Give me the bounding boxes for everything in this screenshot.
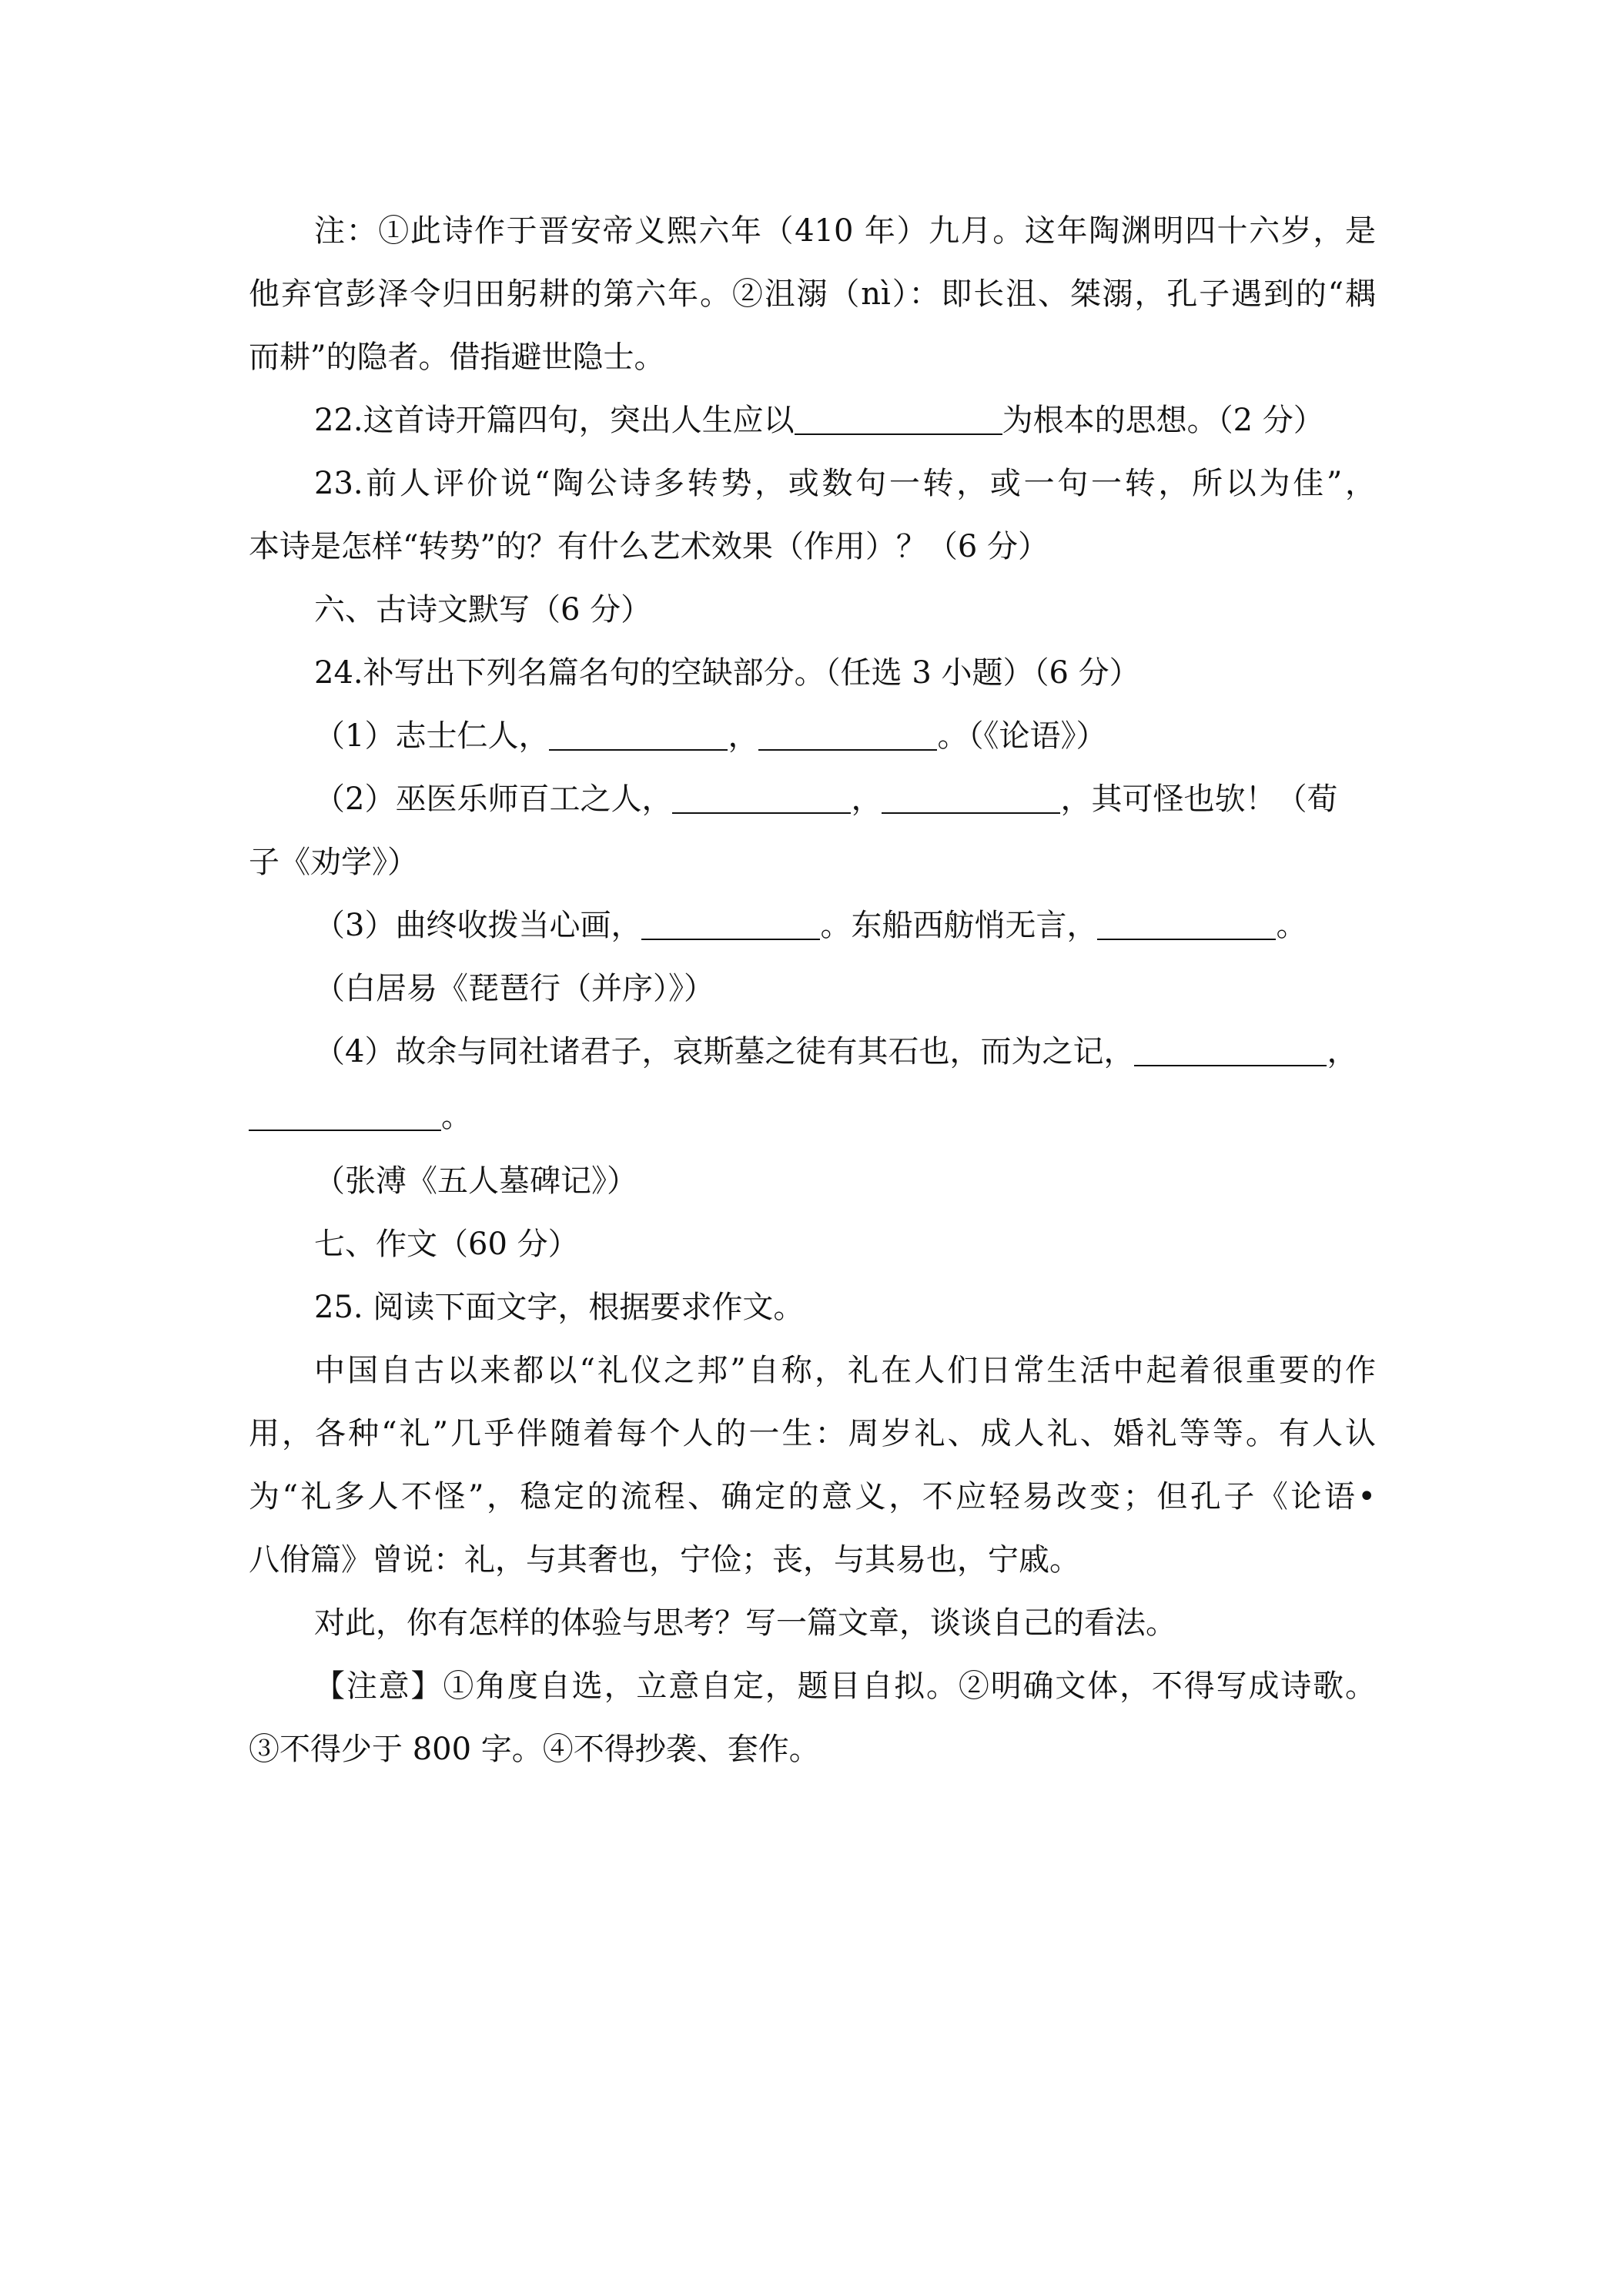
- prompt-line-4: 八佾篇》曾说：礼，与其奢也，宁俭；丧，与其易也，宁戚。: [249, 1542, 1080, 1578]
- prompt-line-2: 用，各种“礼”几乎伴随着每个人的一生：周岁礼、成人礼、婚礼等等。有人认: [249, 1416, 1376, 1451]
- item1-blank-2[interactable]: [758, 712, 937, 751]
- question-24-title: 24.补写出下列名篇名句的空缺部分。（任选 3 小题）（6 分）: [314, 655, 1140, 691]
- section-six-heading: 六、古诗文默写（6 分）: [314, 592, 652, 628]
- question-24-item-3: [0, 896, 1623, 955]
- item1-separator: ，: [728, 718, 759, 754]
- note-line-2: 他弃官彭泽令归田躬耕的第六年。②沮溺（nì）：即长沮、桀溺，孔子遇到的“耦: [249, 276, 1376, 312]
- question-24-item-2: [0, 770, 1623, 828]
- question-23-line-1: 23.前人评价说“陶公诗多转势，或数句一转，或一句一转，所以为佳”，: [314, 466, 1376, 501]
- note-line-1: 注：①此诗作于晋安帝义熙六年（410 年）九月。这年陶渊明四十六岁，是: [314, 213, 1376, 249]
- question-24-item-1: [0, 707, 1623, 765]
- section-seven-heading: 七、作文（60 分）: [314, 1227, 579, 1262]
- q22-text-after: 为根本的思想。（2 分）: [1002, 403, 1324, 438]
- prompt-line-3: 为“礼多人不怪”，稳定的流程、确定的意义，不应轻易改变；但孔子《论语•: [249, 1479, 1376, 1514]
- question-24-item-4-line-2: [0, 1087, 1623, 1146]
- item2-suffix: ，其可怪也欤！（荀: [1060, 782, 1338, 817]
- question-24-item-3-source: （白居易《琵琶行（并序）》）: [314, 971, 714, 1006]
- item4-blank-2[interactable]: [249, 1093, 441, 1131]
- item3-blank-1[interactable]: [641, 902, 820, 940]
- prompt-line-1: 中国自古以来都以“礼仪之邦”自称，礼在人们日常生活中起着很重要的作: [314, 1353, 1376, 1388]
- item3-blank-2[interactable]: [1097, 902, 1276, 940]
- item4-separator: ，: [1327, 1034, 1358, 1069]
- question-25-title: 25. 阅读下面文字，根据要求作文。: [314, 1290, 805, 1325]
- item3-suffix: 。: [1276, 908, 1307, 943]
- item4-end: 。: [441, 1099, 472, 1134]
- notice-line-1: 【注意】①角度自选，立意自定，题目自拟。②明确文体，不得写成诗歌。: [314, 1668, 1376, 1704]
- note-line-3: 而耕”的隐者。借指避世隐士。: [249, 340, 665, 375]
- item2-separator: ，: [851, 782, 882, 817]
- item2-prefix: （2）巫医乐师百工之人，: [314, 782, 673, 817]
- notice-line-2: ③不得少于 800 字。④不得抄袭、套作。: [249, 1732, 820, 1767]
- question-24-item-4: [0, 1022, 1623, 1081]
- item3-middle: 。东船西舫悄无言，: [820, 908, 1098, 943]
- item3-prefix: （3）曲终收拨当心画，: [314, 908, 642, 943]
- item1-suffix: 。（《论语》）: [937, 718, 1107, 754]
- q22-answer-blank[interactable]: [795, 397, 1002, 435]
- q22-text-before: 22.这首诗开篇四句，突出人生应以: [314, 403, 795, 438]
- question-24-item-2-line-2: 子《劝学》）: [249, 845, 418, 880]
- item1-blank-1[interactable]: [549, 712, 728, 751]
- item4-blank-1[interactable]: [1134, 1028, 1327, 1066]
- item2-blank-1[interactable]: [672, 775, 851, 814]
- prompt-question: 对此，你有怎样的体验与思考？写一篇文章，谈谈自己的看法。: [314, 1605, 1176, 1641]
- item4-prefix: （4）故余与同社诸君子，哀斯墓之徒有其石也，而为之记，: [314, 1034, 1135, 1069]
- item2-blank-2[interactable]: [882, 775, 1060, 814]
- question-23-line-2: 本诗是怎样“转势”的？有什么艺术效果（作用）？（6 分）: [249, 529, 1049, 564]
- item1-prefix: （1）志士仁人，: [314, 718, 550, 754]
- question-22: [0, 391, 1623, 450]
- question-24-item-4-source: （张溥《五人墓碑记》）: [314, 1163, 637, 1199]
